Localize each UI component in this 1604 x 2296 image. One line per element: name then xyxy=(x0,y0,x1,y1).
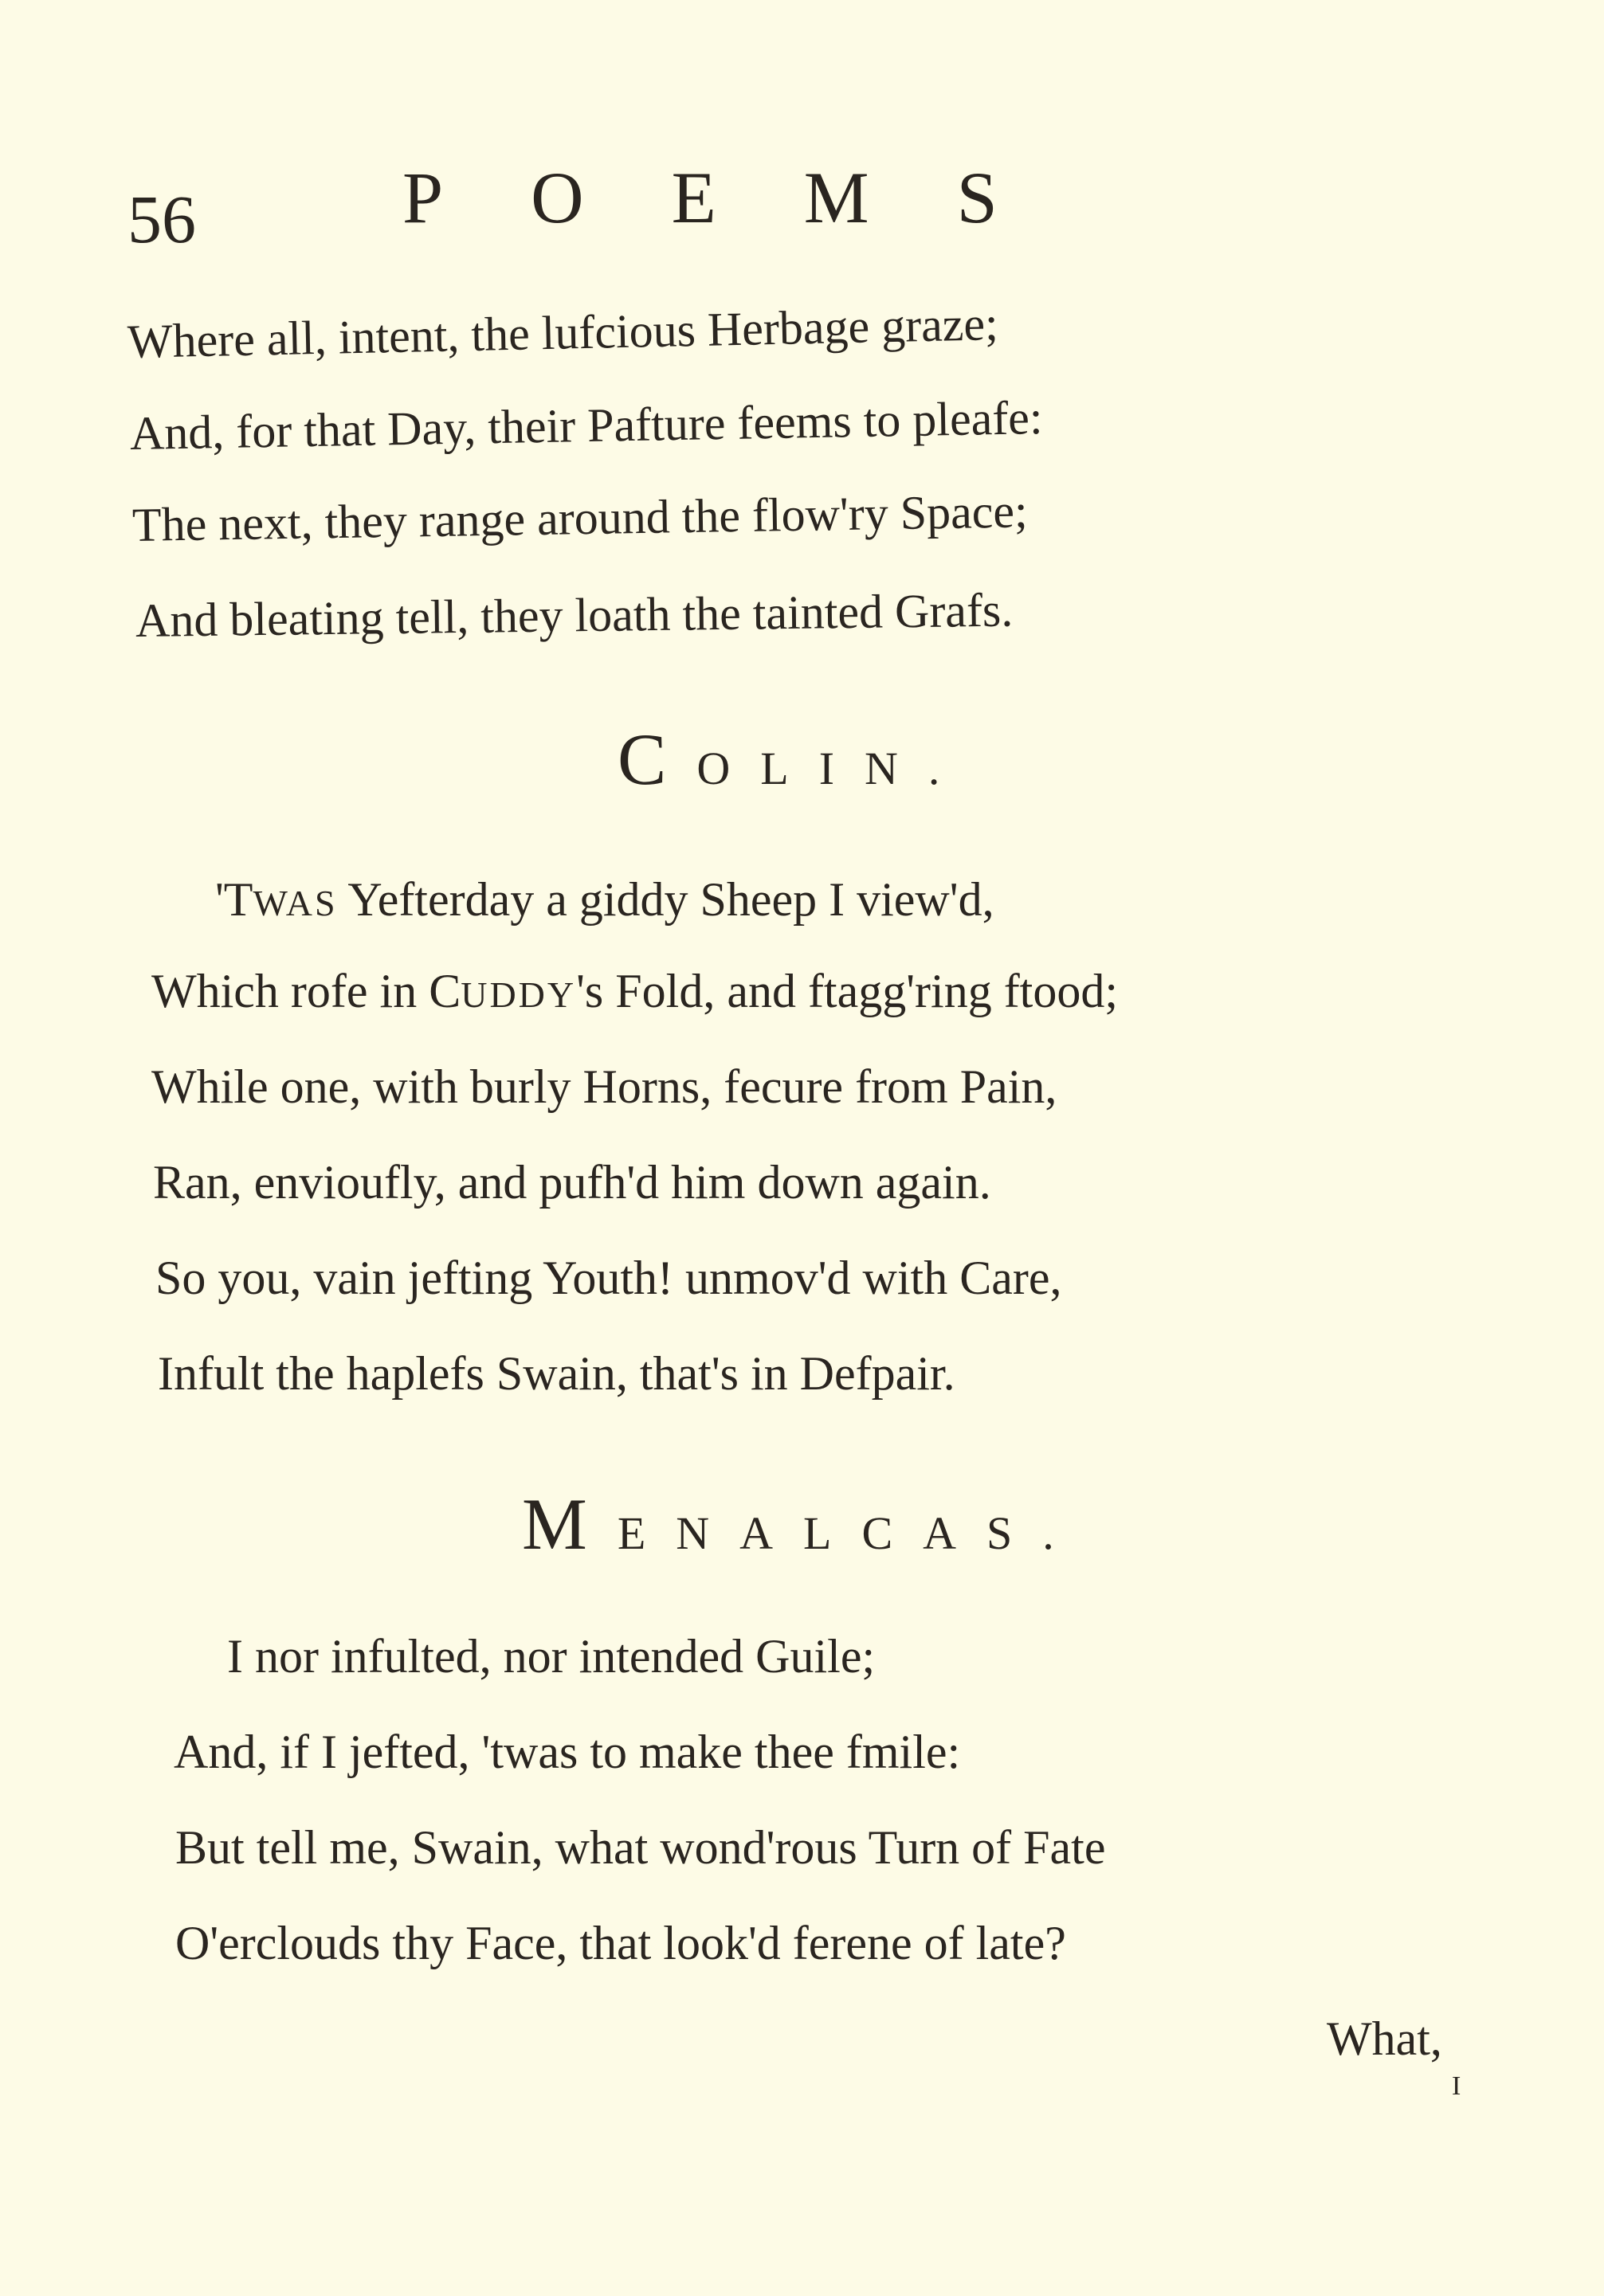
verse-line xyxy=(215,872,994,927)
verse-line: O'erclouds thy Face, that look'd ferene of late? xyxy=(175,1917,1066,1969)
catchword: What, xyxy=(1327,2012,1442,2065)
speaker-heading xyxy=(522,1482,1084,1566)
verse-name: C xyxy=(429,965,461,1017)
verse-text: 's Fold, and ftagg'ring ftood; xyxy=(576,965,1119,1017)
verse-line: And bleating tell, they loath the tainted Grafs. xyxy=(135,583,1014,647)
signature-mark: I xyxy=(1452,2071,1461,2101)
speaker-heading xyxy=(618,717,970,801)
page-number: 56 xyxy=(127,181,196,257)
verse-line xyxy=(151,964,1118,1019)
speaker-name-rest: OLIN. xyxy=(696,742,971,794)
verse-line: I nor infulted, nor intended Guile; xyxy=(227,1630,876,1683)
speaker-name-rest: ENALCAS. xyxy=(617,1507,1084,1559)
verse-line: And, for that Day, their Pafture feems to pleafe: xyxy=(129,391,1044,460)
verse-word: 'T xyxy=(215,873,253,926)
verse-line: The next, they range around the flow'ry Space; xyxy=(131,484,1029,551)
speaker-initial: C xyxy=(618,719,697,800)
verse-name-small-caps: UDDY xyxy=(461,974,577,1015)
verse-line: And, if I jefted, 'twas to make thee fmile: xyxy=(174,1726,961,1778)
verse-line: So you, vain jefting Youth! unmov'd with Care, xyxy=(155,1252,1062,1304)
running-title: POEMS xyxy=(402,157,1085,238)
speaker-initial: M xyxy=(522,1483,618,1565)
verse-text: Yefterday a giddy Sheep I view'd, xyxy=(337,873,994,926)
verse-line: While one, with burly Horns, fecure from Pain, xyxy=(151,1060,1057,1113)
verse-word-small-caps: WAS xyxy=(253,883,338,923)
verse-line: But tell me, Swain, what wond'rous Turn of Fate xyxy=(175,1821,1106,1874)
verse-line: Ran, envioufly, and pufh'd him down again. xyxy=(153,1156,991,1209)
verse-text: Which rofe in xyxy=(151,965,429,1017)
verse-line: Infult the haplefs Swain, that's in Defpair. xyxy=(158,1347,955,1400)
verse-line: Where all, intent, the lufcious Herbage graze; xyxy=(127,297,999,368)
